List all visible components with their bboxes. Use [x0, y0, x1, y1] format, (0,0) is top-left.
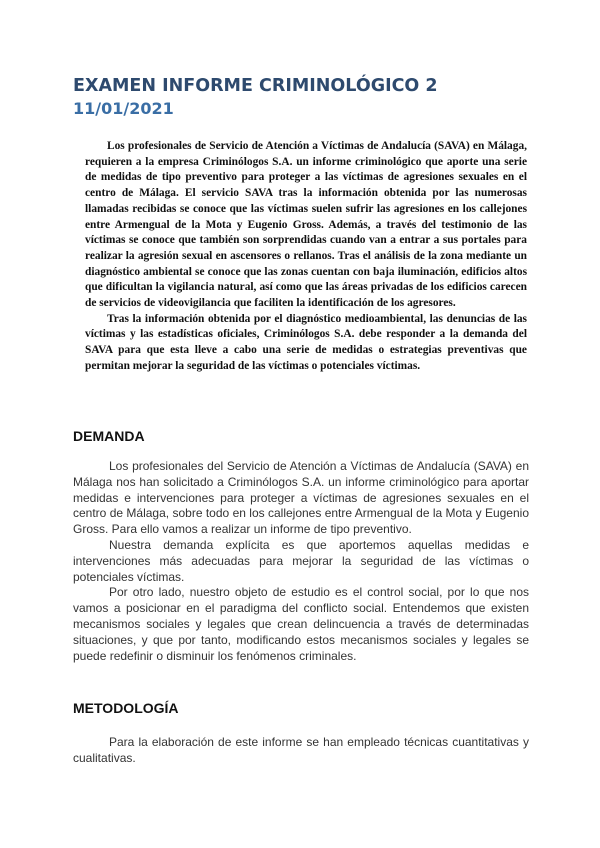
section-heading-metodologia: METODOLOGÍA — [73, 700, 179, 716]
body-paragraph: Para la elaboración de este informe se han empleado técnicas cuantitativas y cualitativas. — [73, 735, 529, 765]
body-paragraph: Por otro lado, nuestro objeto de estudio es el control social, por lo que nos vamos a posicionar en el paradigma del conflicto social. Entendemos que existen mecanismos sociales y legales que crean delincuencia a través de determinadas situaciones, y que por tanto, modificando estos mecanismos sociales y legales se puede redefinir o disminuir los fenómenos criminales. — [73, 585, 529, 663]
body-paragraph: Nuestra demanda explícita es que aportemos aquellas medidas e intervenciones más adecuadas para mejorar la seguridad de las víctimas o potenciales víctimas. — [73, 537, 529, 584]
section-body-metodologia — [73, 735, 529, 767]
section-body-demanda — [73, 459, 529, 664]
body-paragraph: Los profesionales del Servicio de Atención a Víctimas de Andalucía (SAVA) en Málaga nos han solicitado a Criminólogos S.A. un informe criminológico para aportar medidas e intervenciones para proteger a víctimas de agresiones sexuales en el centro de Málaga, sobre todo en los callejones entre Armengual de la Mota y Eugenio Gross. Para ello vamos a realizar un informe de tipo preventivo. — [73, 459, 529, 537]
document-date: 11/01/2021 — [73, 99, 174, 118]
intro-paragraph: Tras la información obtenida por el diagnóstico medioambiental, las denuncias de las víctimas y las estadísticas oficiales, Criminólogos S.A. debe responder a la demanda del SAVA para que esta lleve a cabo una serie de medidas o estrategias preventivas que permitan mejorar la seguridad de las víctimas o potenciales víctimas. — [85, 312, 527, 372]
intro-statement — [85, 139, 527, 375]
document-title: EXAMEN INFORME CRIMINOLÓGICO 2 — [73, 76, 438, 96]
intro-paragraph: Los profesionales de Servicio de Atención a Víctimas de Andalucía (SAVA) en Málaga, requieren a la empresa Criminólogos S.A. un informe criminológico que aporte una serie de medidas de tipo preventivo para proteger a las víctimas de agresiones sexuales en el centro de Málaga. El servicio SAVA tras la información obtenida por las numerosas llamadas recibidas se conoce que las víctimas suelen sufrir las agresiones en los callejones entre Armengual de la Mota y Eugenio Gross. Además, a través del testimonio de las víctimas se conoce que también son sorprendidas cuando van a entrar a sus portales para realizar la agresión sexual en ascensores o rellanos. Tras el análisis de la zona mediante un diagnóstico ambiental se conoce que las zonas cuentan con baja iluminación, edificios altos que dificultan la vigilancia natural, así como que las áreas privadas de los edificios carecen de servicios de videovigilancia que faciliten la identificación de los agresores. — [85, 140, 527, 310]
section-heading-demanda: DEMANDA — [73, 428, 145, 444]
